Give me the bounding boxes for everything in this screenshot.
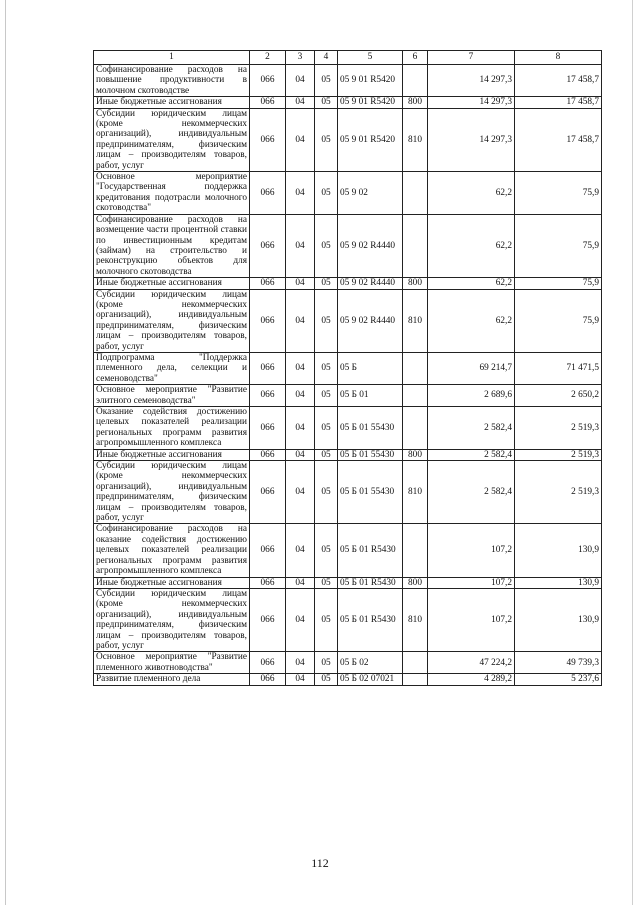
row-csr-cell: 05 Б 01 R5430 — [338, 588, 403, 651]
row-gr-cell: 066 — [250, 652, 286, 674]
row-gr-cell: 066 — [250, 172, 286, 215]
row-gr-cell: 066 — [250, 461, 286, 524]
scan-edge-left — [5, 0, 6, 905]
row-amount-1-cell: 2 582,4 — [428, 407, 515, 450]
row-amount-2-cell: 5 237,6 — [515, 674, 602, 685]
row-amount-2-cell: 49 739,3 — [515, 652, 602, 674]
row-pr-cell: 05 — [315, 65, 338, 97]
row-csr-cell: 05 Б 01 55430 — [338, 449, 403, 460]
table-row — [94, 461, 602, 524]
row-rz-cell: 04 — [286, 108, 315, 171]
row-amount-1-cell: 69 214,7 — [428, 352, 515, 384]
row-name-cell: Субсидии юридическим лицам (кроме некоммерческих организаций), индивидуальным предпринимателям, физическим лицам – производителям товаров, работ, услуг — [94, 588, 250, 651]
row-rz-cell: 04 — [286, 577, 315, 588]
header-cell-2: 2 — [250, 51, 286, 65]
row-name-cell: Субсидии юридическим лицам (кроме некоммерческих организаций), индивидуальным предпринимателям, физическим лицам – производителям товаров, работ, услуг — [94, 289, 250, 352]
row-pr-cell: 05 — [315, 674, 338, 685]
row-pr-cell: 05 — [315, 278, 338, 289]
row-pr-cell: 05 — [315, 588, 338, 651]
row-amount-1-cell: 62,2 — [428, 172, 515, 215]
row-amount-1-cell: 62,2 — [428, 289, 515, 352]
row-pr-cell: 05 — [315, 385, 338, 407]
row-csr-cell: 05 Б 01 R5430 — [338, 524, 403, 577]
row-name-cell: Субсидии юридическим лицам (кроме некоммерческих организаций), индивидуальным предпринимателям, физическим лицам – производителям товаров, работ, услуг — [94, 108, 250, 171]
row-csr-cell: 05 9 01 R5420 — [338, 65, 403, 97]
table-row — [94, 588, 602, 651]
row-pr-cell: 05 — [315, 172, 338, 215]
row-gr-cell: 066 — [250, 65, 286, 97]
row-rz-cell: 04 — [286, 65, 315, 97]
header-cell-5: 5 — [338, 51, 403, 65]
row-gr-cell: 066 — [250, 449, 286, 460]
row-amount-1-cell: 2 689,6 — [428, 385, 515, 407]
row-amount-2-cell: 75,9 — [515, 289, 602, 352]
table-row — [94, 97, 602, 108]
row-gr-cell: 066 — [250, 97, 286, 108]
row-amount-2-cell: 75,9 — [515, 278, 602, 289]
row-amount-1-cell: 107,2 — [428, 524, 515, 577]
row-rz-cell: 04 — [286, 652, 315, 674]
table-row — [94, 577, 602, 588]
row-pr-cell: 05 — [315, 524, 338, 577]
header-cell-3: 3 — [286, 51, 315, 65]
row-csr-cell: 05 Б — [338, 352, 403, 384]
table-row — [94, 674, 602, 685]
row-pr-cell: 05 — [315, 461, 338, 524]
row-vr-cell — [403, 65, 428, 97]
row-csr-cell: 05 Б 02 — [338, 652, 403, 674]
row-rz-cell: 04 — [286, 524, 315, 577]
row-amount-2-cell: 2 519,3 — [515, 449, 602, 460]
row-amount-1-cell: 14 297,3 — [428, 108, 515, 171]
row-amount-2-cell: 2 519,3 — [515, 407, 602, 450]
row-pr-cell: 05 — [315, 577, 338, 588]
row-vr-cell — [403, 172, 428, 215]
row-csr-cell: 05 9 02 — [338, 172, 403, 215]
row-rz-cell: 04 — [286, 588, 315, 651]
row-amount-2-cell: 71 471,5 — [515, 352, 602, 384]
row-gr-cell: 066 — [250, 588, 286, 651]
row-vr-cell — [403, 352, 428, 384]
row-amount-2-cell: 17 458,7 — [515, 108, 602, 171]
table-row — [94, 652, 602, 674]
row-pr-cell: 05 — [315, 449, 338, 460]
row-gr-cell: 066 — [250, 214, 286, 277]
row-gr-cell: 066 — [250, 577, 286, 588]
row-rz-cell: 04 — [286, 214, 315, 277]
row-name-cell: Субсидии юридическим лицам (кроме некоммерческих организаций), индивидуальным предпринимателям, физическим лицам – производителям товаров, работ, услуг — [94, 461, 250, 524]
table-row — [94, 278, 602, 289]
row-pr-cell: 05 — [315, 214, 338, 277]
table-row — [94, 449, 602, 460]
row-amount-1-cell: 107,2 — [428, 577, 515, 588]
row-amount-2-cell: 2 650,2 — [515, 385, 602, 407]
row-gr-cell: 066 — [250, 278, 286, 289]
row-csr-cell: 05 9 01 R5420 — [338, 97, 403, 108]
row-amount-2-cell: 130,9 — [515, 577, 602, 588]
table-row — [94, 289, 602, 352]
row-rz-cell: 04 — [286, 449, 315, 460]
row-amount-1-cell: 47 224,2 — [428, 652, 515, 674]
table-row — [94, 407, 602, 450]
row-amount-1-cell: 4 289,2 — [428, 674, 515, 685]
table-row — [94, 524, 602, 577]
header-cell-8: 8 — [515, 51, 602, 65]
header-cell-1: 1 — [94, 51, 250, 65]
row-vr-cell: 810 — [403, 289, 428, 352]
row-name-cell: Иные бюджетные ассигнования — [94, 577, 250, 588]
row-name-cell: Иные бюджетные ассигнования — [94, 449, 250, 460]
row-vr-cell — [403, 385, 428, 407]
row-name-cell: Иные бюджетные ассигнования — [94, 278, 250, 289]
row-vr-cell: 810 — [403, 108, 428, 171]
budget-table — [93, 50, 602, 686]
row-csr-cell: 05 Б 01 R5430 — [338, 577, 403, 588]
row-pr-cell: 05 — [315, 352, 338, 384]
row-rz-cell: 04 — [286, 172, 315, 215]
row-gr-cell: 066 — [250, 108, 286, 171]
row-csr-cell: 05 Б 01 — [338, 385, 403, 407]
row-amount-2-cell: 75,9 — [515, 214, 602, 277]
row-csr-cell: 05 9 02 R4440 — [338, 214, 403, 277]
row-name-cell: Подпрограмма "Поддержка племенного дела, селекции и семеноводства" — [94, 352, 250, 384]
header-cell-4: 4 — [315, 51, 338, 65]
row-amount-2-cell: 17 458,7 — [515, 97, 602, 108]
row-vr-cell: 800 — [403, 449, 428, 460]
row-csr-cell: 05 Б 02 07021 — [338, 674, 403, 685]
row-amount-1-cell: 107,2 — [428, 588, 515, 651]
row-rz-cell: 04 — [286, 407, 315, 450]
row-pr-cell: 05 — [315, 652, 338, 674]
row-name-cell: Развитие племенного дела — [94, 674, 250, 685]
row-vr-cell — [403, 214, 428, 277]
row-pr-cell: 05 — [315, 97, 338, 108]
row-name-cell: Софинансирование расходов на повышение продуктивности в молочном скотоводстве — [94, 65, 250, 97]
row-name-cell: Иные бюджетные ассигнования — [94, 97, 250, 108]
header-cell-6: 6 — [403, 51, 428, 65]
row-csr-cell: 05 Б 01 55430 — [338, 407, 403, 450]
row-name-cell: Софинансирование расходов на возмещение части процентной ставки по инвестиционным кредитам (займам) на строительство и реконструкцию объектов для молочного скотоводства — [94, 214, 250, 277]
row-name-cell: Основное мероприятие "Государственная поддержка кредитования подотрасли молочного скотоводства" — [94, 172, 250, 215]
row-vr-cell — [403, 652, 428, 674]
row-amount-2-cell: 75,9 — [515, 172, 602, 215]
table-row — [94, 172, 602, 215]
scan-edge-right — [632, 0, 633, 905]
row-amount-1-cell: 14 297,3 — [428, 65, 515, 97]
row-amount-1-cell: 62,2 — [428, 278, 515, 289]
row-name-cell: Софинансирование расходов на оказание содействия достижению целевых показателей реализации региональных программ развития агропромышленного комплекса — [94, 524, 250, 577]
row-gr-cell: 066 — [250, 524, 286, 577]
row-gr-cell: 066 — [250, 674, 286, 685]
row-vr-cell: 800 — [403, 97, 428, 108]
row-vr-cell: 800 — [403, 577, 428, 588]
row-name-cell: Основное мероприятие "Развитие племенного животноводства" — [94, 652, 250, 674]
row-vr-cell — [403, 524, 428, 577]
table-row — [94, 65, 602, 97]
table-row — [94, 385, 602, 407]
row-rz-cell: 04 — [286, 385, 315, 407]
row-rz-cell: 04 — [286, 97, 315, 108]
row-vr-cell: 810 — [403, 461, 428, 524]
table-row — [94, 352, 602, 384]
table-row — [94, 214, 602, 277]
row-vr-cell — [403, 407, 428, 450]
row-amount-1-cell: 14 297,3 — [428, 97, 515, 108]
row-amount-1-cell: 2 582,4 — [428, 449, 515, 460]
row-amount-2-cell: 130,9 — [515, 588, 602, 651]
row-rz-cell: 04 — [286, 461, 315, 524]
row-vr-cell — [403, 674, 428, 685]
table-header-row — [94, 51, 602, 65]
row-vr-cell: 810 — [403, 588, 428, 651]
row-pr-cell: 05 — [315, 108, 338, 171]
row-pr-cell: 05 — [315, 289, 338, 352]
row-gr-cell: 066 — [250, 385, 286, 407]
row-amount-1-cell: 2 582,4 — [428, 461, 515, 524]
row-amount-2-cell: 130,9 — [515, 524, 602, 577]
header-cell-7: 7 — [428, 51, 515, 65]
row-vr-cell: 800 — [403, 278, 428, 289]
table-row — [94, 108, 602, 171]
row-rz-cell: 04 — [286, 289, 315, 352]
row-gr-cell: 066 — [250, 289, 286, 352]
row-rz-cell: 04 — [286, 352, 315, 384]
row-rz-cell: 04 — [286, 674, 315, 685]
row-pr-cell: 05 — [315, 407, 338, 450]
row-gr-cell: 066 — [250, 352, 286, 384]
row-csr-cell: 05 9 02 R4440 — [338, 278, 403, 289]
table-body — [94, 65, 602, 686]
row-amount-2-cell: 2 519,3 — [515, 461, 602, 524]
row-amount-2-cell: 17 458,7 — [515, 65, 602, 97]
row-csr-cell: 05 Б 01 55430 — [338, 461, 403, 524]
row-amount-1-cell: 62,2 — [428, 214, 515, 277]
row-gr-cell: 066 — [250, 407, 286, 450]
row-name-cell: Оказание содействия достижению целевых показателей реализации региональных программ развития агропромышленного комплекса — [94, 407, 250, 450]
page-number: 112 — [311, 856, 329, 870]
row-rz-cell: 04 — [286, 278, 315, 289]
row-name-cell: Основное мероприятие "Развитие элитного семеноводства" — [94, 385, 250, 407]
row-csr-cell: 05 9 02 R4440 — [338, 289, 403, 352]
row-csr-cell: 05 9 01 R5420 — [338, 108, 403, 171]
